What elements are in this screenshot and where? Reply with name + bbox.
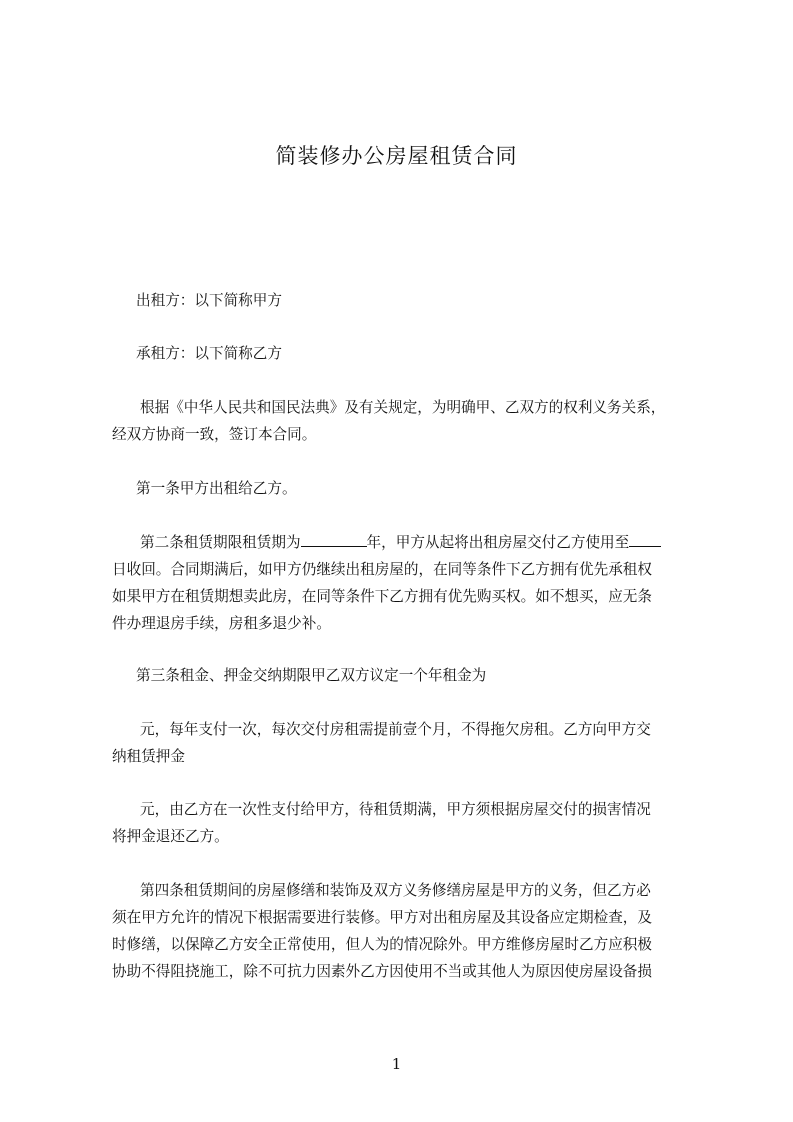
document-title: 简装修办公房屋租赁合同 bbox=[275, 144, 518, 168]
article-3-heading-text: 第三条租金、押金交纳期限甲乙双方议定一个年租金为 bbox=[136, 667, 487, 684]
article-3-deposit-line-2: 将押金退还乙方。 bbox=[112, 828, 229, 845]
lessor-text: 出租方：以下简称甲方 bbox=[136, 292, 282, 309]
article-2 bbox=[112, 529, 684, 637]
lessor-line bbox=[112, 287, 684, 314]
article-2-line-3: 如果甲方在租赁期想卖此房，在同等条件下乙方拥有优先购买权。如不想买，应无条 bbox=[112, 588, 652, 605]
article-1 bbox=[112, 475, 684, 502]
article-2-line-1b: 年，甲方从起将出租房屋交付乙方使用至 bbox=[366, 534, 630, 551]
lessee-line bbox=[112, 340, 684, 367]
intro-line-2: 经双方协商一致，签订本合同。 bbox=[112, 426, 317, 443]
article-3-deposit bbox=[112, 796, 684, 850]
article-3-deposit-line-1: 元，由乙方在一次性支付给甲方，待租赁期满，甲方须根据房屋交付的损害情况 bbox=[140, 801, 651, 818]
article-2-line-4: 件办理退房手续，房租多退少补。 bbox=[112, 615, 331, 632]
article-3-rent bbox=[112, 716, 684, 770]
article-1-text: 第一条甲方出租给乙方。 bbox=[136, 480, 297, 497]
article-2-line-1a: 第二条租赁期限租赁期为 bbox=[140, 534, 301, 551]
article-2-line-2: 日收回。合同期满后，如甲方仍继续出租房屋的，在同等条件下乙方拥有优先承租权 bbox=[112, 561, 652, 578]
article-4-line-4: 协助不得阻挠施工，除不可抗力因素外乙方因使用不当或其他人为原因使房屋设备损 bbox=[112, 963, 652, 980]
article-2-line-1 bbox=[112, 529, 684, 556]
article-4-line-2: 须在甲方允许的情况下根据需要进行装修。甲方对出租房屋及其设备应定期检查，及 bbox=[112, 909, 652, 926]
lessee-text: 承租方：以下简称乙方 bbox=[136, 345, 282, 362]
intro-paragraph bbox=[112, 394, 684, 448]
term-years-blank bbox=[301, 530, 367, 547]
article-4 bbox=[112, 877, 684, 985]
article-3-rent-line-1: 元，每年支付一次，每次交付房租需提前壹个月，不得拖欠房租。乙方向甲方交 bbox=[140, 721, 651, 738]
article-3-heading bbox=[112, 662, 684, 689]
article-4-line-3: 时修缮，以保障乙方安全正常使用，但人为的情况除外。甲方维修房屋时乙方应积极 bbox=[112, 936, 652, 953]
end-date-blank bbox=[629, 530, 661, 547]
article-4-line-1: 第四条租赁期间的房屋修缮和装饰及双方义务修缮房屋是甲方的义务，但乙方必 bbox=[140, 882, 651, 899]
article-3-rent-line-2: 纳租赁押金 bbox=[112, 748, 185, 765]
page-number: 1 bbox=[391, 1055, 402, 1073]
intro-line-1: 根据《中华人民共和国民法典》及有关规定，为明确甲、乙双方的权利义务关系， bbox=[140, 399, 666, 416]
